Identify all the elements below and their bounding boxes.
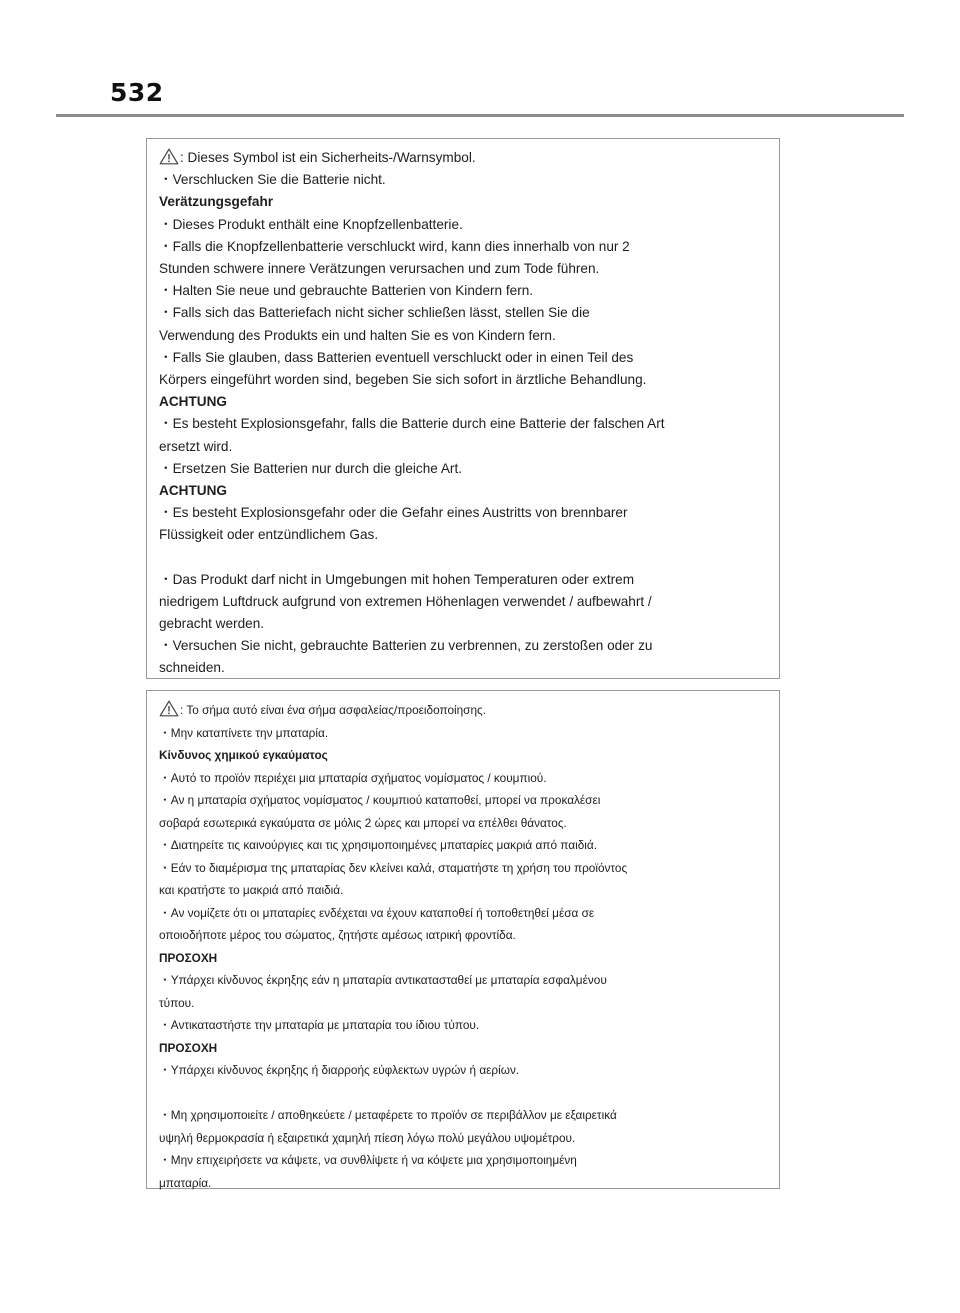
german-spacer <box>159 547 769 569</box>
german-text-line: ・Ersetzen Sie Batterien nur durch die gleiche Art. <box>159 460 462 476</box>
page-number: 532 <box>110 78 164 107</box>
greek-text-line: ・Διατηρείτε τις καινούργιες και τις χρησιμοποιημένες μπαταρίες μακριά από παιδιά. <box>159 838 597 852</box>
german-text-line: ・Verschlucken Sie die Batterie nicht. <box>159 172 386 188</box>
greek-text-line: και κρατήστε το μακριά από παιδιά. <box>159 883 344 897</box>
warning-triangle-icon <box>159 700 179 717</box>
greek-text-line: μπαταρία. <box>159 1175 212 1190</box>
german-symbol-note: : Dieses Symbol ist ein Sicherheits-/Warnsymbol. <box>180 150 476 165</box>
greek-text-line: ・Υπάρχει κίνδυνος έκρηξης ή διαρροής εύφλεκτων υγρών ή αερίων. <box>159 1063 520 1077</box>
german-text-line: Flüssigkeit oder entzündlichem Gas. <box>159 527 379 543</box>
greek-text-line: ・Αν νομίζετε ότι οι μπαταρίες ενδέχεται να έχουν καταποθεί ή τοποθετηθεί μέσα σε <box>159 905 595 920</box>
greek-text-line: σοβαρά εσωτερικά εγκαύματα σε μόλις 2 ώρες και μπορεί να επέλθει θάνατος. <box>159 815 567 830</box>
german-text-line: ・Falls die Knopfzellenbatterie verschluckt wird, kann dies innerhalb von nur 2 <box>159 238 630 254</box>
greek-text-line: οποιοδήποτε μέρος του σώματος, ζητήστε αμέσως ιατρική φροντίδα. <box>159 928 516 942</box>
greek-text-line: ・Εάν το διαμέρισμα της μπαταρίας δεν κλείνει καλά, σταματήστε τη χρήση του προϊόντος <box>159 860 628 875</box>
german-text-line: ・Halten Sie neue und gebrauchte Batterien von Kindern fern. <box>159 283 534 299</box>
german-text-line: Stunden schwere innere Verätzungen verursachen und zum Tode führen. <box>159 261 600 277</box>
warning-triangle-icon <box>159 148 179 165</box>
greek-text-line: υψηλή θερμοκρασία ή εξαιρετικά χαμηλή πίεση λόγω πολύ μεγάλου υψομέτρου. <box>159 1130 576 1145</box>
german-text-line: schneiden. <box>159 660 225 676</box>
greek-heading: ΠΡΟΣΟΧΗ <box>159 1040 218 1055</box>
german-text-line: ・Falls Sie glauben, dass Batterien eventuell verschluckt oder in einen Teil des <box>159 349 634 365</box>
german-text-line: ・Es besteht Explosionsgefahr, falls die Batterie durch eine Batterie der falschen Art <box>159 416 665 432</box>
german-text-line: Verwendung des Produkts ein und halten Sie es von Kindern fern. <box>159 327 556 343</box>
german-text-line: ersetzt wird. <box>159 438 233 454</box>
greek-warning-box <box>146 690 780 1189</box>
german-text-line: ・Es besteht Explosionsgefahr oder die Gefahr eines Austritts von brennbarer <box>159 505 628 521</box>
greek-text-line: ・Αυτό το προϊόν περιέχει μια μπαταρία σχήματος νομίσματος / κουμπιού. <box>159 770 547 785</box>
greek-lines <box>159 722 769 1195</box>
german-heading: ACHTUNG <box>159 394 227 410</box>
greek-text-line: ・Μη χρησιμοποιείτε / αποθηκεύετε / μεταφέρετε το προϊόν σε περιβάλλον με εξαιρετικά <box>159 1108 617 1122</box>
greek-text-line: ・Υπάρχει κίνδυνος έκρηξης εάν η μπαταρία αντικατασταθεί με μπαταρία εσφαλμένου <box>159 973 607 987</box>
greek-spacer <box>159 1082 769 1105</box>
german-lines <box>159 169 769 679</box>
german-text-line: niedrigem Luftdruck aufgrund von extremen Höhenlagen verwendet / aufbewahrt / <box>159 593 652 609</box>
greek-symbol-line <box>159 699 769 722</box>
german-text-line: ・Versuchen Sie nicht, gebrauchte Batterien zu verbrennen, zu zerstoßen oder zu <box>159 638 653 654</box>
german-text-line: ・Das Produkt darf nicht in Umgebungen mit hohen Temperaturen oder extrem <box>159 571 635 587</box>
greek-text-line: ・Αν η μπαταρία σχήματος νομίσματος / κουμπιού καταποθεί, μπορεί να προκαλέσει <box>159 793 601 807</box>
german-heading: ACHTUNG <box>159 483 227 499</box>
greek-symbol-note: : Το σήμα αυτό είναι ένα σήμα ασφαλείας/προειδοποίησης. <box>180 703 486 717</box>
german-heading: Verätzungsgefahr <box>159 194 274 210</box>
german-text-line: gebracht werden. <box>159 616 265 632</box>
german-symbol-line <box>159 147 769 169</box>
header-rule <box>56 114 904 117</box>
greek-heading: Κίνδυνος χημικού εγκαύματος <box>159 748 328 762</box>
greek-text-line: τύπου. <box>159 995 195 1010</box>
german-text-line: ・Falls sich das Batteriefach nicht sicher schließen lässt, stellen Sie die <box>159 305 590 321</box>
greek-text-line: ・Αντικαταστήστε την μπαταρία με μπαταρία του ίδιου τύπου. <box>159 1018 480 1032</box>
german-text-line: ・Dieses Produkt enthält eine Knopfzellenbatterie. <box>159 216 463 232</box>
greek-text-line: ・Μην καταπίνετε την μπαταρία. <box>159 725 329 740</box>
german-text-line: Körpers eingeführt worden sind, begeben Sie sich sofort in ärztliche Behandlung. <box>159 372 647 388</box>
greek-heading: ΠΡΟΣΟΧΗ <box>159 950 218 965</box>
german-warning-box <box>146 138 780 679</box>
greek-text-line: ・Μην επιχειρήσετε να κάψετε, να συνθλίψετε ή να κόψετε μια χρησιμοποιημένη <box>159 1153 577 1167</box>
